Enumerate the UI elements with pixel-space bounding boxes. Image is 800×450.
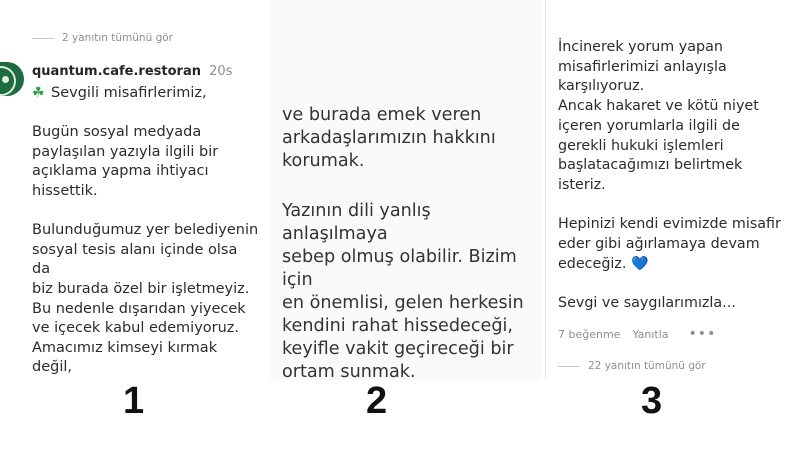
- panel-number-3: 3: [641, 380, 663, 422]
- replies-divider: [558, 366, 580, 367]
- blue-heart-icon: 💙: [630, 255, 649, 272]
- view-replies-link[interactable]: [558, 360, 706, 372]
- likes-count[interactable]: 7 beğenme: [558, 327, 621, 341]
- comment-text: [32, 84, 260, 380]
- comment-text-part-2: Yazının dili yanlış anlaşılmaya sebep olmuş olabilir. Bizim için en önemlisi, gelen herkesin kendini rahat hissedeceği, keyifle vakit geçireceği bir ortam sunmak.: [282, 201, 524, 380]
- reply-button[interactable]: Yanıtla: [632, 327, 669, 341]
- closing-text: Sevgi ve saygılarımızla...: [558, 295, 736, 312]
- timestamp: 20s: [209, 64, 233, 79]
- clover-icon: ☘: [32, 85, 45, 101]
- comment-actions: [558, 326, 716, 342]
- comment-body: Bugün sosyal medyada paylaşılan yazıyla ilgili bir açıklama yapma ihtiyacı hissettik. Bulunduğumuz yer belediyenin sosyal tesis alanı içinde olsa da biz burada özel bir işletmeyiz. Bu nedenle dışarıdan yiyecek ve içecek kabul edemiyoruz. Amacımız kimseyi kırmak değil,: [32, 124, 259, 376]
- comment-body: İncinerek yorum yapan misafirlerimizi anlayışla karşılıyoruz. Ancak hakaret ve kötü niyet içeren yorumlarla ilgili de gerekli hukuki işlemleri başlatacağımızı belirtmek isteriz. Hepinizi kendi evimizde misafir eder gibi ağırlamaya devam edeceğiz.: [558, 39, 781, 272]
- view-replies-label[interactable]: 22 yanıtın tümünü gör: [588, 360, 706, 372]
- greeting-text: Sevgili misafirlerimiz,: [51, 85, 207, 101]
- comment-text-part-1: ve burada emek veren arkadaşlarımızın hakkını korumak.: [282, 105, 496, 171]
- comment-panel-2: [270, 0, 542, 380]
- more-options-icon[interactable]: •••: [688, 326, 717, 342]
- replies-divider: [32, 38, 54, 39]
- view-replies-link[interactable]: [32, 32, 173, 44]
- comment-panel-3: [545, 0, 800, 380]
- username[interactable]: quantum.cafe.restoran: [32, 64, 201, 79]
- avatar[interactable]: [0, 62, 24, 96]
- panel-number-2: 2: [366, 380, 388, 422]
- logo-dot: [2, 76, 9, 83]
- view-replies-label[interactable]: 2 yanıtın tümünü gör: [62, 32, 173, 44]
- panel-number-1: 1: [123, 380, 145, 422]
- comment-header: [32, 64, 232, 79]
- comment-text: [558, 38, 796, 314]
- comment-panel-1: [0, 0, 262, 380]
